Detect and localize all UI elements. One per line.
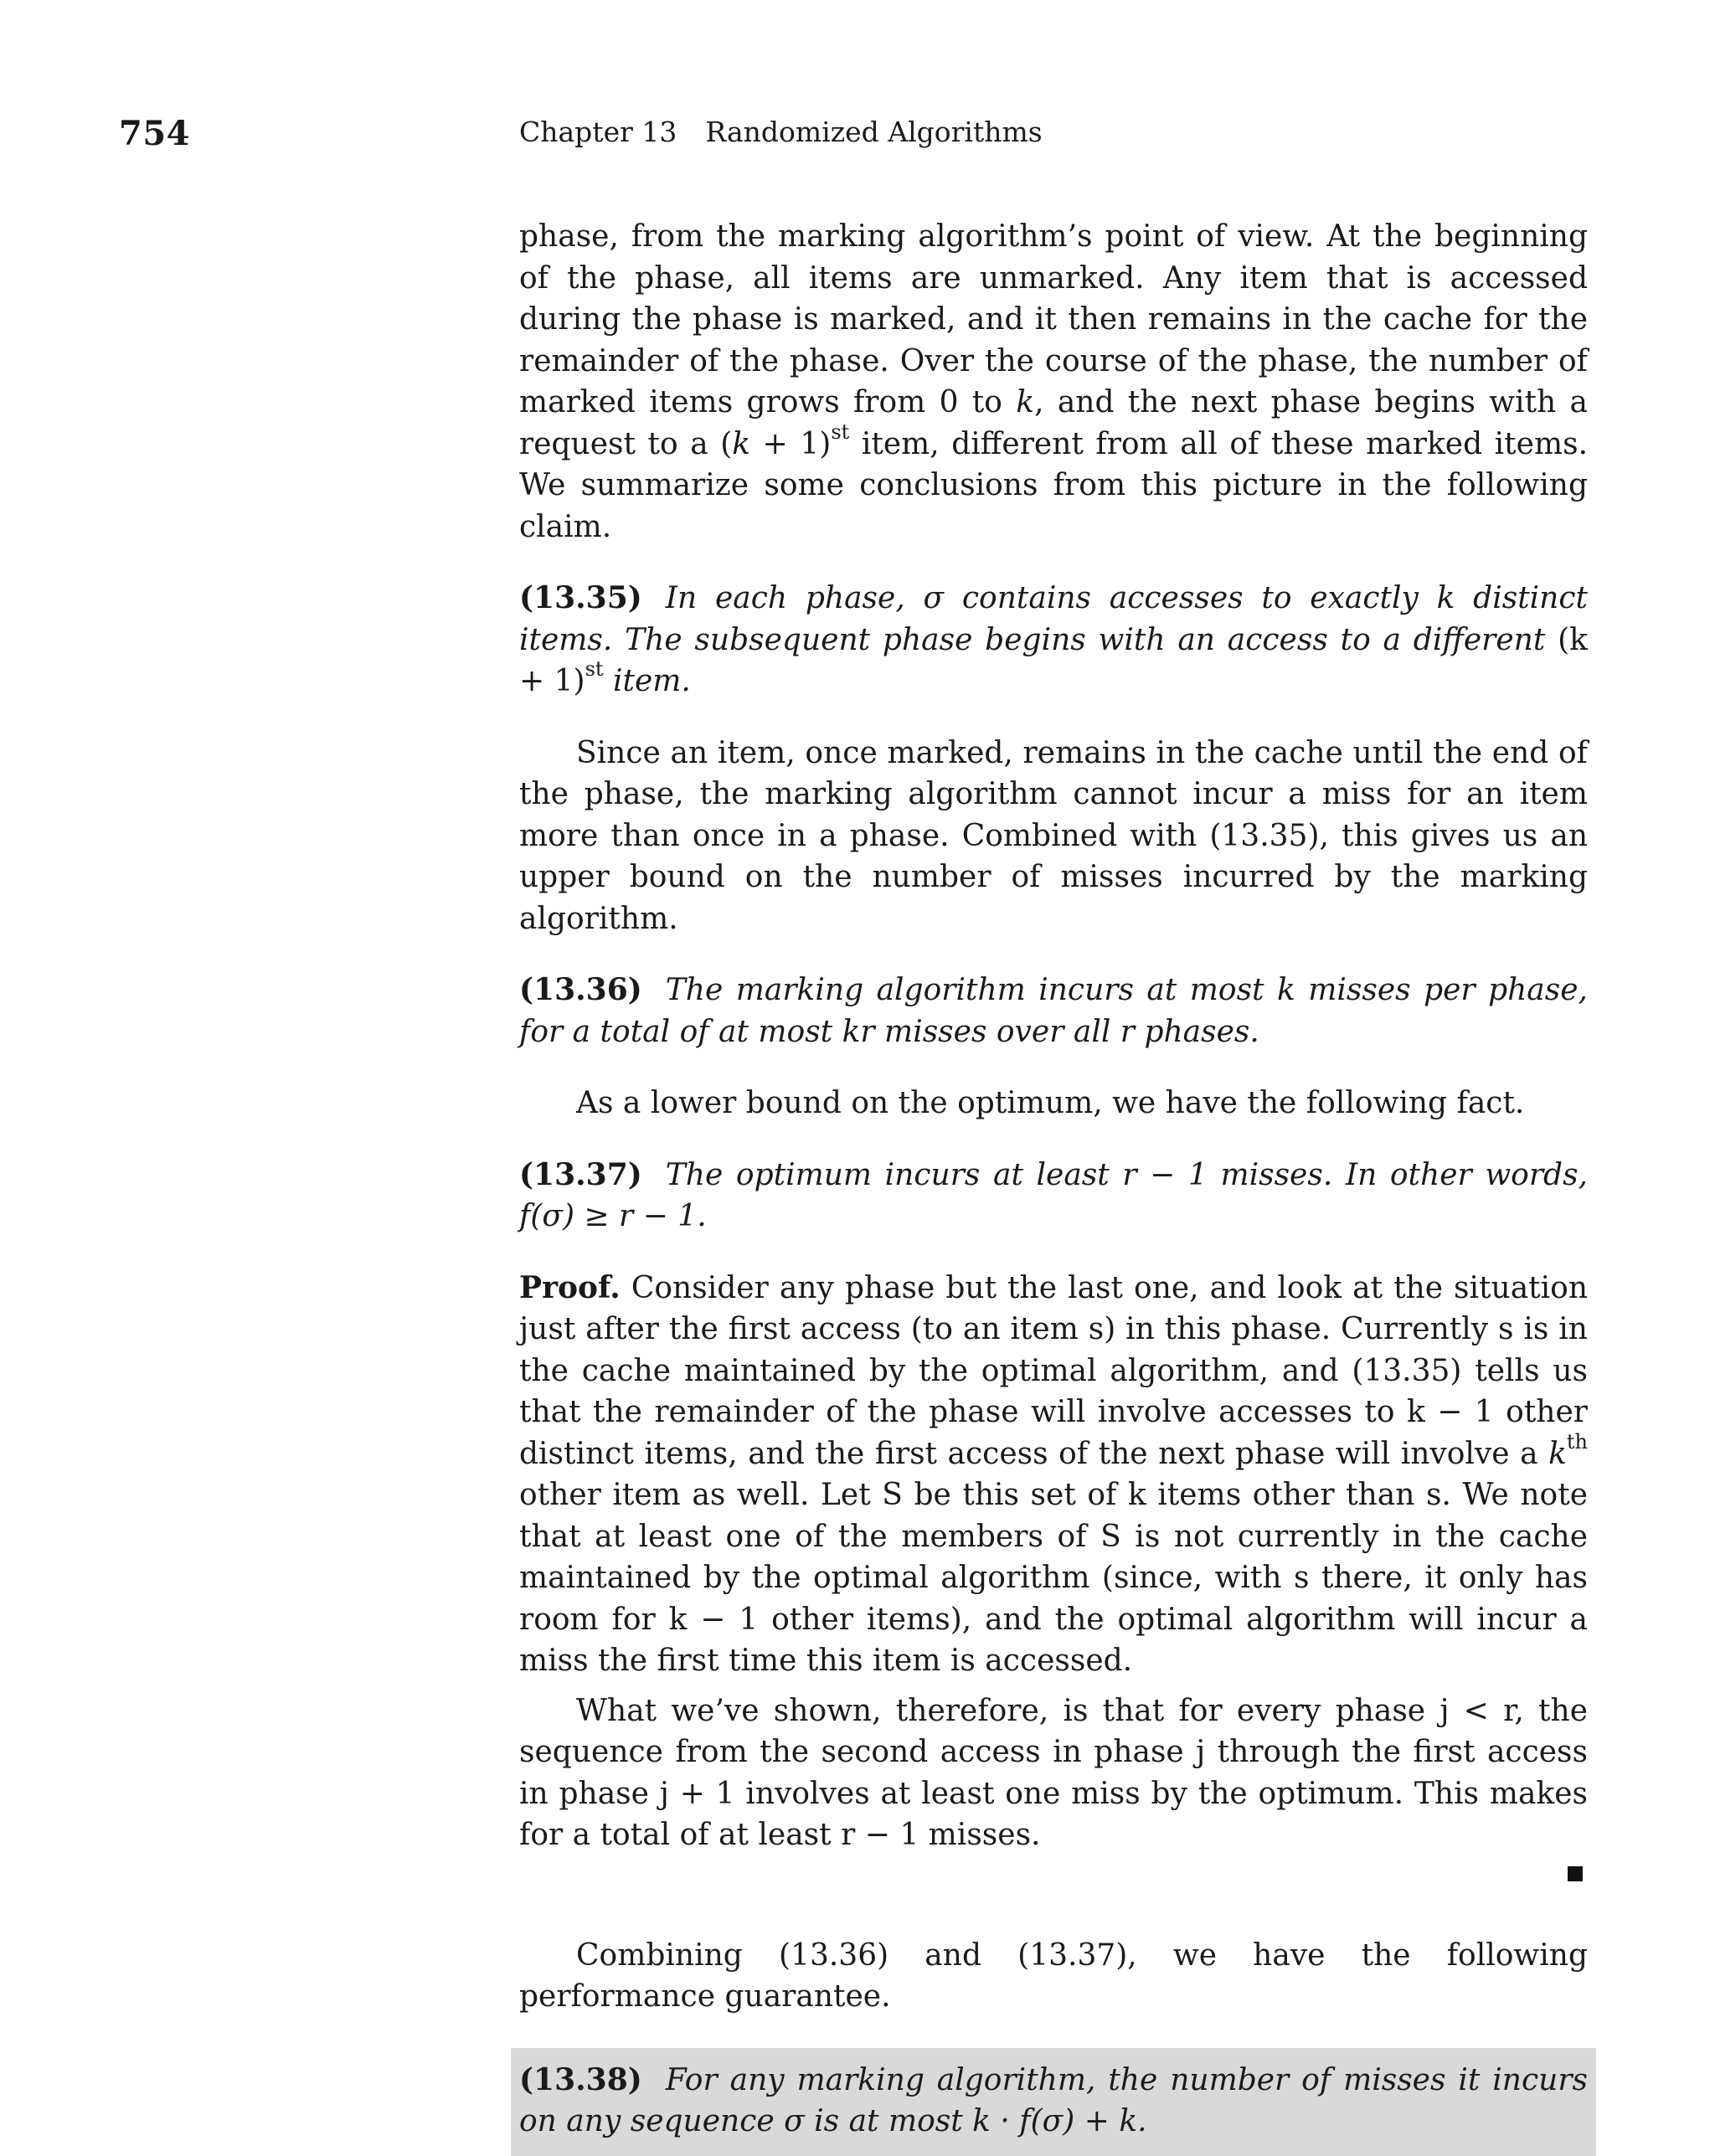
proof-conclusion: What we’ve shown, therefore, is that for every phase j < r, the sequence from the second access in phase j through the first access in phase j + 1 involves at least one miss by the optimum. This makes for a total of at least r − 1 misses. xyxy=(519,1693,1588,1852)
body-text xyxy=(519,216,1588,2156)
claim-number: (13.38) xyxy=(519,2061,642,2097)
chapter-title: Randomized Algorithms xyxy=(705,116,1043,148)
claim-13-38-box xyxy=(511,2048,1596,2156)
claim-number: (13.35) xyxy=(519,580,642,615)
claim-13-36: (13.36) The marking algorithm incurs at most k misses per phase, for a total of at most kr misses over all r phases. xyxy=(519,972,1588,1049)
claim-13-37: (13.37) The optimum incurs at least r − 1 misses. In other words, f(σ) ≥ r − 1. xyxy=(519,1156,1588,1233)
paragraph-phase-description: phase, from the marking algorithm’s point of view. At the beginning of the phase, all items are unmarked. Any item that is accessed during the phase is marked, and it then remains in the cache for the remainder of the phase. Over the course of the phase, the number of marked items grows from 0 to k, and the next phase begins with a request to a $(k + 1)^{st}$ item, different from all of these marked items. We summarize some conclusions from this picture in the following claim. xyxy=(519,219,1589,544)
page-number: 754 xyxy=(119,114,190,153)
claim-13-38: (13.38) For any marking algorithm, the number of misses it incurs on any sequence σ is at most k · f(σ) + k. xyxy=(519,2061,1588,2138)
claim-number: (13.36) xyxy=(519,972,642,1007)
chapter-label: Chapter 13 xyxy=(519,116,677,148)
paragraph-upper-bound: Since an item, once marked, remains in the cache until the end of the phase, the marking algorithm cannot incur a miss for an item more than once in a phase. Combined with (13.35), this gives us an upper bound on the number of misses incurred by the marking algorithm. xyxy=(519,735,1588,936)
paragraph-combining: Combining (13.36) and (13.37), we have the following performance guarantee. xyxy=(519,1937,1588,2014)
qed-symbol xyxy=(1568,1866,1583,1881)
paragraph-lower-bound-intro: As a lower bound on the optimum, we have the following fact. xyxy=(576,1086,1525,1120)
claim-number: (13.37) xyxy=(519,1156,642,1192)
running-head xyxy=(519,116,1043,148)
claim-13-35: (13.35) In each phase, σ contains accesses to exactly k distinct items. The subsequent phase begins with an access to a different $(k + 1)^{st}$ item. xyxy=(519,580,1588,698)
proof-label: Proof. xyxy=(519,1269,621,1305)
qed-row xyxy=(519,1856,1588,1898)
proof-paragraph: Proof. Consider any phase but the last one, and look at the situation just after the first access (to an item s) in this phase. Currently s is in the cache maintained by the optimal algorithm, and (13.35) tells us that the remainder of the phase will involve accesses to k − 1 other distinct items, and the first access of the next phase will involve a $k^{th}$ other item as well. Let S be this set of k items other than s. We note that at least one of the members of S is not currently in the cache maintained by the optimal algorithm (since, with s there, it only has room for k − 1 other items), and the optimal algorithm will incur a miss the first time this item is accessed. xyxy=(519,1269,1588,1678)
